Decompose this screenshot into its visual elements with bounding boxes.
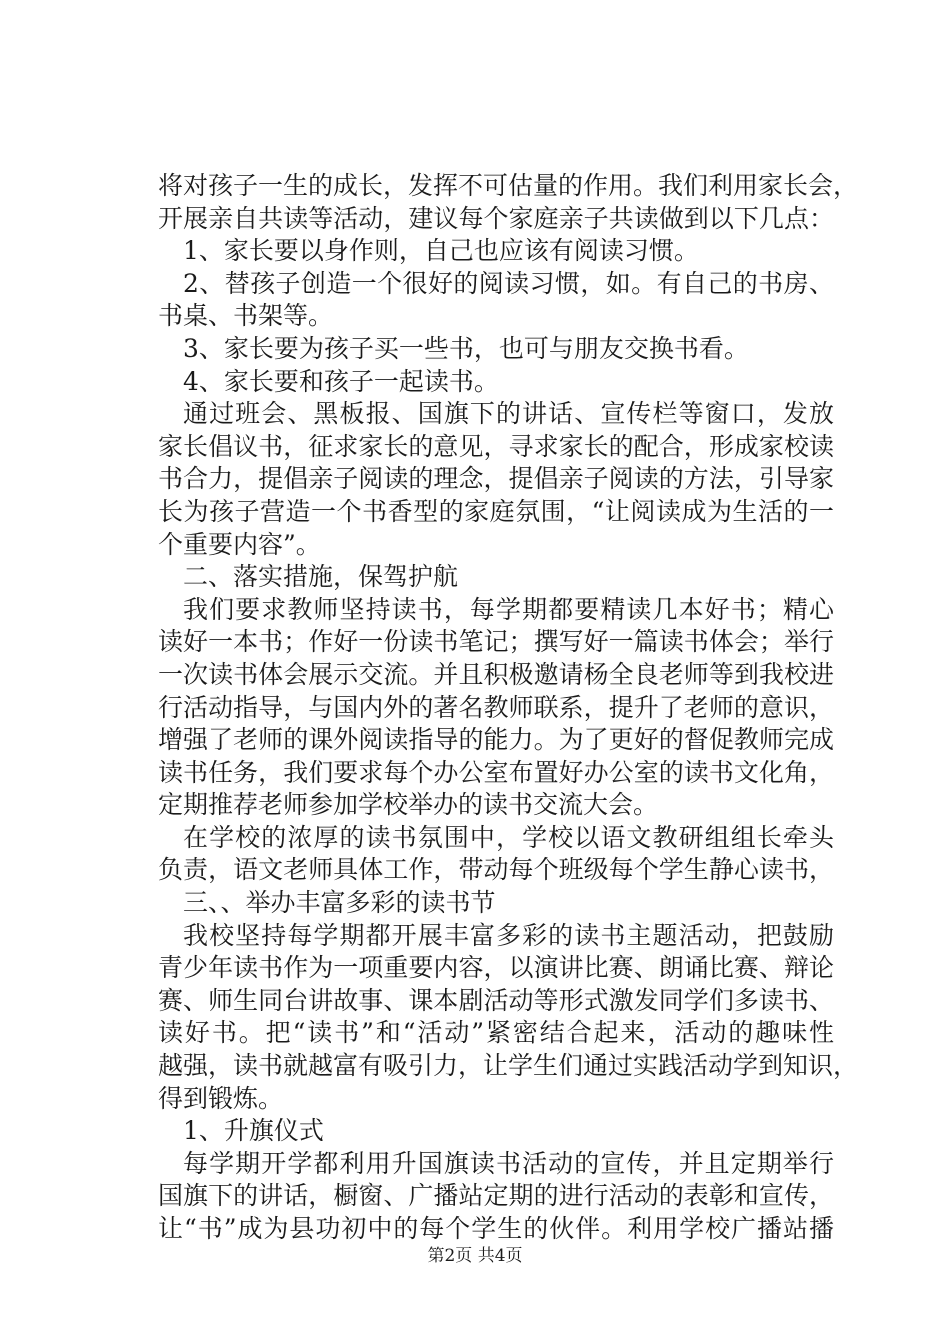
text-line: 二、落实措施，保驾护航 <box>183 562 459 592</box>
text-line: 个重要内容”。 <box>158 529 321 559</box>
text-line: 1、升旗仪式 <box>183 1116 324 1146</box>
text-line: 每学期开学都利用升国旗读书活动的宣传，并且定期举行 <box>183 1148 834 1178</box>
text-line: 家长倡议书，征求家长的意见，寻求家长的配合，形成家校读 <box>158 431 834 461</box>
text-line: 4、家长要和孩子一起读书。 <box>183 366 499 396</box>
text-line: 2、替孩子创造一个很好的阅读习惯，如。有自己的书房、 <box>183 268 834 298</box>
text-line: 增强了老师的课外阅读指导的能力。为了更好的督促教师完成 <box>158 725 834 755</box>
text-line: 一次读书体会展示交流。并且积极邀请杨全良老师等到我校进 <box>158 659 834 689</box>
text-line: 我校坚持每学期都开展丰富多彩的读书主题活动，把鼓励 <box>183 920 834 950</box>
text-line: 赛、师生同台讲故事、课本剧活动等形式激发同学们多读书、 <box>158 985 834 1015</box>
text-line: 负责，语文老师具体工作，带动每个班级每个学生静心读书， <box>158 855 834 885</box>
text-line: 越强，读书就越富有吸引力，让学生们通过实践活动学到知识， <box>158 1051 859 1081</box>
text-line: 读好一本书；作好一份读书笔记；撰写好一篇读书体会；举行 <box>158 627 834 657</box>
text-line: 书合力，提倡亲子阅读的理念，提倡亲子阅读的方法，引导家 <box>158 464 834 494</box>
text-line: 长为孩子营造一个书香型的家庭氛围，“让阅读成为生活的一 <box>158 496 834 526</box>
text-line: 我们要求教师坚持读书，每学期都要精读几本好书；精心 <box>183 594 834 624</box>
text-line: 得到锻炼。 <box>158 1083 284 1113</box>
body-text <box>158 170 859 1246</box>
text-line: 1、家长要以身作则，自己也应该有阅读习惯。 <box>183 236 699 266</box>
text-line: 定期推荐老师参加学校举办的读书交流大会。 <box>158 790 659 820</box>
text-line: 通过班会、黑板报、国旗下的讲话、宣传栏等窗口，发放 <box>183 399 834 429</box>
text-line: 将对孩子一生的成长，发挥不可估量的作用。我们利用家长会， <box>158 171 859 200</box>
text-line: 青少年读书作为一项重要内容，以演讲比赛、朗诵比赛、辩论 <box>158 953 834 983</box>
text-line: 行活动指导，与国内外的著名教师联系，提升了老师的意识， <box>158 692 834 722</box>
text-line: 3、家长要为孩子买一些书，也可与朋友交换书看。 <box>183 333 749 363</box>
text-line: 开展亲自共读等活动，建议每个家庭亲子共读做到以下几点： <box>158 203 834 233</box>
text-line: 书桌、书架等。 <box>158 301 334 331</box>
text-line: 三、、举办丰富多彩的读书节 <box>183 888 496 918</box>
text-line: 国旗下的讲话，橱窗、广播站定期的进行活动的表彰和宣传， <box>158 1181 834 1211</box>
text-line: 读好书。把“读书”和“活动”紧密结合起来，活动的趣味性 <box>158 1018 834 1048</box>
page-footer: 第2页 共4页 <box>427 1246 523 1266</box>
text-line: 在学校的浓厚的读书氛围中，学校以语文教研组组长牵头 <box>183 822 834 852</box>
text-line: 读书任务，我们要求每个办公室布置好办公室的读书文化角， <box>158 757 834 787</box>
text-line: 让“书”成为县功初中的每个学生的伙伴。利用学校广播站播 <box>158 1214 834 1243</box>
